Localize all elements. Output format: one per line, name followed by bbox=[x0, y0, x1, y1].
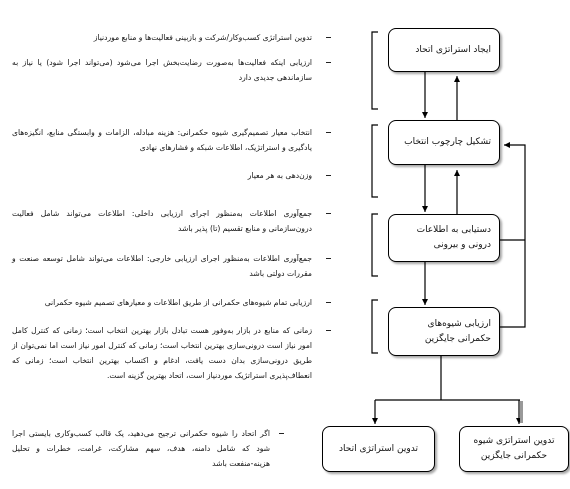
box-alliance-strategy bbox=[322, 426, 435, 472]
note-internal-info: جمع‌آوری اطلاعات به‌منظور اجرای ارزیابی داخلی: اطلاعات می‌تواند شامل فعالیت درون‌سازمانی و منابع تقسیم (تا) پذیر باشد bbox=[12, 209, 312, 233]
note-activity-evaluation: ارزیابی اینکه فعالیت‌ها به‌صورت رضایت‌بخش اجرا می‌شود (می‌تواند اجرا شود) یا نیاز به سازماندهی جدیدی دارد bbox=[12, 58, 312, 82]
note-external-info: جمع‌آوری اطلاعات به‌منظور اجرای ارزیابی خارجی: اطلاعات می‌تواند شامل توسعه صنعت و مقررات دولتی باشد bbox=[12, 254, 312, 278]
note-evaluate-all: ارزیابی تمام شیوه‌های حکمرانی از طریق اطلاعات و معیارهای تصمیم شیوه حکمرانی bbox=[44, 298, 312, 307]
box-framework-label: تشکیل چارچوب انتخاب bbox=[404, 137, 491, 147]
bullet-6 bbox=[326, 258, 331, 259]
bullet-3 bbox=[326, 132, 331, 133]
note-criteria-weighting: وزن‌دهی به هر معیار bbox=[247, 171, 312, 180]
bracket-4 bbox=[372, 300, 378, 353]
note-decision-criteria: انتخاب معیار تصمیم‌گیری شیوه حکمرانی: هزینه مبادله، الزامات و وابستگی منابع، انگیزه‌های یادگیری و استراتژیک، اطلاعات شبکه و فشارهای نهادی bbox=[12, 128, 312, 152]
box-define-strategy-label: ایجاد استراتژی اتحاد bbox=[415, 44, 491, 55]
box-evaluate-modes bbox=[388, 307, 500, 356]
bullet-9 bbox=[279, 433, 284, 434]
bullet-7 bbox=[326, 302, 331, 303]
note-choice-rules: زمانی که منابع در بازار به‌وفور هست تبادل بازار بهترین انتخاب است؛ زمانی که کنترل کامل امور نیاز است درونی‌سازی بهترین انتخاب است؛ زمانی که کنترل امور نیاز است اما نمی‌توان از طریق درونی‌سازی بدان دست یافت، ادغام و اکتساب بهترین انتخاب است؛ زمانی که انعطاف‌پذیری استراتژیک موردنیاز است، اتحاد بهترین گزینه است. bbox=[12, 326, 312, 380]
box-alliance-strategy-label: تدوین استراتژی اتحاد bbox=[339, 443, 418, 454]
feedback-loop-1 bbox=[500, 145, 525, 327]
bullet-1 bbox=[326, 37, 331, 38]
right-branch-shadow bbox=[520, 401, 523, 423]
note-alliance-template: اگر اتحاد را شیوه حکمرانی ترجیح می‌دهید، یک قالب کسب‌وکاری بایستی اجرا شود که شامل دامنه، هدف، سهم مشارکت، غرامت، خطرات و تحلیل هزینه‑منفعت باشد bbox=[12, 429, 270, 468]
bullet-5 bbox=[326, 213, 331, 214]
bracket-2 bbox=[372, 125, 378, 197]
bracket-1 bbox=[372, 32, 378, 109]
box-evaluate-modes-label: ارزیابی شیوه‌های حکمرانی جایگزین bbox=[424, 318, 491, 344]
box-info-access-label: دستیابی به اطلاعات درونی و بیرونی bbox=[416, 225, 491, 250]
box-framework bbox=[388, 120, 500, 165]
box-define-strategy bbox=[388, 28, 500, 72]
box-governance-strategy bbox=[459, 426, 569, 472]
bullet-8 bbox=[326, 330, 331, 331]
box-governance-strategy-label: تدوین استراتژی شیوه حکمرانی جایگزین bbox=[473, 436, 555, 461]
bullet-4 bbox=[326, 175, 331, 176]
bracket-3 bbox=[372, 214, 378, 276]
bullet-2 bbox=[326, 62, 331, 63]
box-info-access bbox=[388, 214, 500, 262]
note-business-strategy: تدوین استراتژی کسب‌وکار/شرکت و بازبینی فعالیت‌ها و منابع موردنیاز bbox=[93, 33, 312, 42]
